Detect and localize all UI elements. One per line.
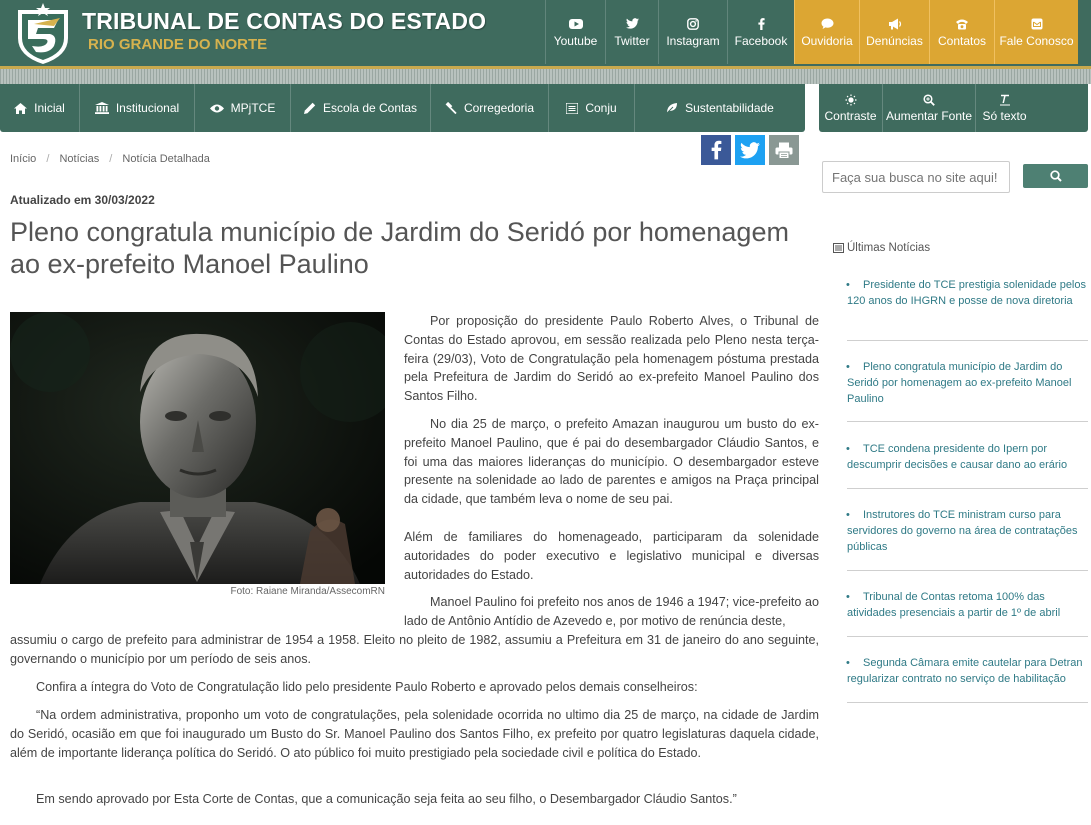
article-paragraph: Além de familiares do homenageado, participaram da solenidade autoridades do poder executivo e legislativo municipal e diversas autoridades do Estado. [404,530,819,582]
nav-item-corregedoria[interactable] [431,84,549,132]
breadcrumb-home[interactable]: Início [10,153,37,165]
twitter-label: Twitter [614,33,650,48]
news-divider [847,488,1088,489]
article-paragraph: Por proposição do presidente Paulo Roberto Alves, o Tribunal de Contas do Estado aprovou, em sessão realizada pelo Pleno nesta terça-feira (29/03), Voto de Congratulação pela homenagem póstuma prestada pela Prefeitura de Jardim do Seridó ao ex-prefeito Manoel Paulino dos Santos Filho. [404,314,819,404]
mail-icon [1029,17,1045,31]
leaf-icon [666,102,678,114]
news-link-text: • Presidente do TCE prestigia solenidade pelos 120 anos do IHGRN e posse de nova diretoria [847,279,1086,307]
youtube-label: Youtube [553,33,598,48]
nav-label-corregedoria: Corregedoria [463,101,535,115]
breadcrumb-separator: / [46,153,50,165]
print-button[interactable] [769,135,799,165]
youtube-link[interactable] [545,0,605,64]
search-icon [1050,170,1062,182]
twitter-share-icon [740,142,760,159]
fale-conosco-link[interactable] [994,0,1078,64]
news-divider [847,702,1088,703]
article-paragraph: Manoel Paulino foi prefeito nos anos de 1946 a 1947; vice-prefeito ao lado de Antônio Antídio de Azevedo e, por motivo de renúncia deste, [404,595,819,628]
news-link[interactable] [847,277,1087,309]
contrast-label: Contraste [824,109,877,123]
photo-caption: Foto: Raiane Miranda/AssecomRN [230,586,385,597]
news-link-text: • Instrutores do TCE ministram curso para servidores do governo na área de contratações públicas [847,509,1078,553]
twitter-link[interactable] [605,0,658,64]
denuncias-link[interactable] [859,0,929,64]
news-link[interactable] [847,589,1087,621]
article-photo[interactable] [10,312,385,584]
latest-news-heading [833,242,930,254]
nav-item-sustentabilidade[interactable] [635,84,805,132]
list-icon [833,243,844,253]
site-subtitle[interactable]: RIO GRANDE DO NORTE [88,36,268,53]
contatos-label: Contatos [937,33,987,48]
nav-label-sustentabilidade: Sustentabilidade [685,101,774,115]
denuncias-label: Denúncias [866,33,923,48]
phone-icon [954,17,970,31]
institution-icon [95,102,109,114]
fale-conosco-label: Fale Conosco [999,33,1074,48]
news-divider [847,340,1088,341]
main-nav [0,84,805,132]
breadcrumb-separator: / [109,153,113,165]
nav-item-inicial[interactable] [0,84,80,132]
facebook-share-icon [711,140,722,160]
instagram-link[interactable] [658,0,727,64]
print-icon [775,142,793,159]
news-divider [847,421,1088,422]
home-icon [14,103,27,114]
breadcrumb-current: Notícia Detalhada [122,153,210,165]
nav-label-escola-de-contas: Escola de Contas [322,101,418,115]
zoom-in-icon [923,93,935,107]
list-icon [566,103,578,114]
text-only-label: Só texto [982,109,1027,123]
contatos-link[interactable] [929,0,994,64]
nav-item-mpjtce[interactable] [195,84,291,132]
article-paragraph: “Na ordem administrativa, proponho um voto de congratulações, pela solenidade ocorrida no ultimo dia 25 de março, na cidade de Jardim do Seridó, ocasião em que foi inaugurado um Busto do Sr. Manoel Paulino dos Santos Filho, ex prefeito por quatro legislaturas daquela cidade, além de importante liderança política do Seridó. O ato público foi muito prestigiado pela sociedade civil e política do Estado. [10,708,819,760]
twitter-share-button[interactable] [735,135,765,165]
nav-label-mpjtce: MPjTCE [230,101,276,115]
chat-icon [819,17,835,31]
search-input[interactable] [822,161,1010,193]
news-link[interactable] [847,359,1087,407]
news-link-text: • Pleno congratula município de Jardim do Seridó por homenagem ao ex-prefeito Manoel Paulino [847,361,1072,405]
latest-news-title: Últimas Notícias [847,242,931,254]
decorative-stripe [0,69,1091,84]
article-paragraph: Confira a íntegra do Voto de Congratulação lido pelo presidente Paulo Roberto e aprovado pelos demais conselheiros: [36,680,698,694]
breadcrumb [10,153,210,165]
gavel-icon [445,102,457,114]
ouvidoria-link[interactable] [794,0,859,64]
facebook-link[interactable] [727,0,794,64]
ouvidoria-label: Ouvidoria [801,33,853,48]
news-link-text: • Tribunal de Contas retoma 100% das atividades presenciais a partir de 1º de abril [847,591,1061,619]
facebook-label: Facebook [734,33,788,48]
bust-statue-image [10,312,385,584]
news-link[interactable] [847,507,1087,555]
nav-item-escola-de-contas[interactable] [291,84,431,132]
article-paragraph: Em sendo aprovado por Esta Corte de Contas, que a comunicação seja feita ao seu filho, o Desembargador Cláudio Santos.” [36,792,737,806]
search-button[interactable] [1023,164,1088,188]
youtube-icon [568,17,584,31]
contrast-button[interactable] [819,84,883,132]
pencil-icon [304,102,316,114]
news-link-text: • TCE condena presidente do Ipern por descumprir decisões e causar dano ao erário [847,443,1068,471]
nav-label-conju: Conju [585,101,617,115]
facebook-share-button[interactable] [701,135,731,165]
article-updated-date: Atualizado em 30/03/2022 [10,193,155,207]
accessibility-bar [819,84,1088,132]
instagram-icon [685,17,701,31]
nav-label-inicial: Inicial [34,101,65,115]
news-link[interactable] [847,655,1087,687]
news-divider [847,570,1088,571]
article-paragraph: No dia 25 de março, o prefeito Amazan inaugurou um busto do ex-prefeito Manoel Paulino, que é pai do desembargador Cláudio Santos, e foi uma das maiores lideranças do município. O desembargador esteve presente na solenidade ao lado de parentes e amigos na Praça principal da cidade, que também leva o nome de seu pai. [404,417,819,507]
eye-icon [210,104,224,113]
news-link-text: • Segunda Câmara emite cautelar para Detran regularizar contrato no serviço de habilitação [847,657,1083,685]
instagram-label: Instagram [666,33,720,48]
news-link[interactable] [847,441,1087,473]
contrast-icon [845,93,857,107]
text-icon [999,93,1011,107]
twitter-icon [624,17,640,31]
article-paragraph: assumiu o cargo de prefeito para administrar de 1954 a 1958. Eleito no pleito de 1982, assumiu a Prefeitura em 31 de janeiro do ano seguinte, governando o município por um período de seis anos. [10,633,819,666]
nav-label-institucional: Institucional [115,101,180,115]
article-title: Pleno congratula município de Jardim do Seridó por homenagem ao ex-prefeito Manoel Paulino [10,217,789,279]
text-only-button[interactable] [976,84,1033,132]
nav-item-conju[interactable] [549,84,635,132]
nav-item-institucional[interactable] [80,84,195,132]
news-divider [847,636,1088,637]
tce-logo-icon[interactable] [14,2,72,66]
increase-font-button[interactable] [883,84,976,132]
site-title[interactable]: TRIBUNAL DE CONTAS DO ESTADO [82,8,487,34]
facebook-icon [753,17,769,31]
megaphone-icon [887,17,903,31]
increase-font-label: Aumentar Fonte [885,109,973,123]
breadcrumb-news[interactable]: Notícias [59,153,100,165]
